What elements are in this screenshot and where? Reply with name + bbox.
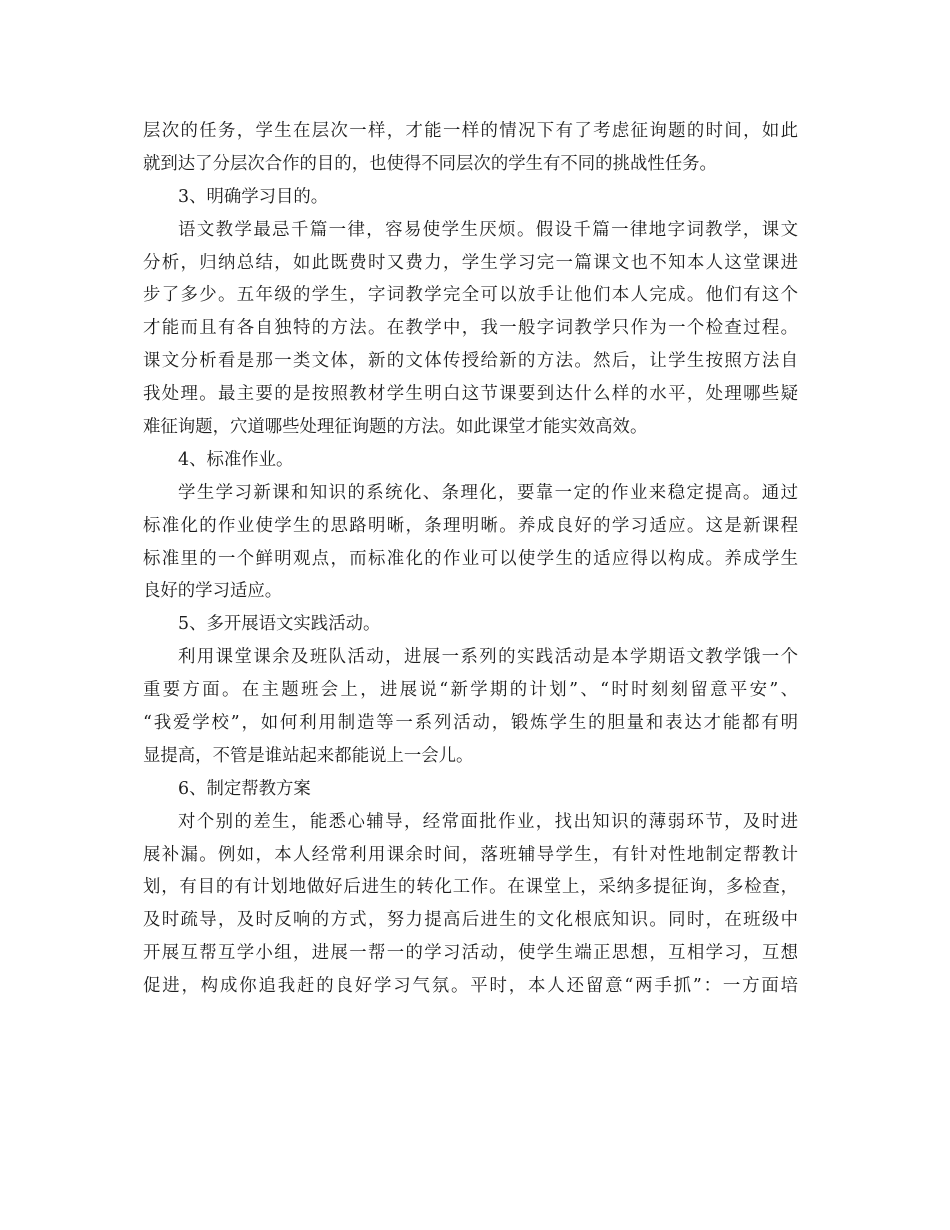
text-line: 我处理。最主要的是按照教材学生明白这节课要到达什么样的水平，处理哪些疑 <box>143 384 798 405</box>
text-line: 标准里的一个鲜明观点，而标准化的作业可以使学生的适应得以构成。养成学生 <box>143 548 798 569</box>
text-line: 及时疏导，及时反响的方式，努力提高后进生的文化根底知识。同时，在班级中 <box>143 910 798 931</box>
body-text <box>143 115 798 1003</box>
text-line: 开展互帮互学小组，进展一帮一的学习活动，使学生端正思想，互相学习，互想 <box>143 943 798 964</box>
text-line: 划，有目的有计划地做好后进生的转化工作。在课堂上，采纳多提征询，多检查， <box>143 877 798 898</box>
text-line: 语文教学最忌千篇一律，容易使学生厌烦。假设千篇一律地字词教学，课文 <box>178 219 798 240</box>
text-line: 分析，归纳总结，如此既费时又费力，学生学习完一篇课文也不知本人这堂课进 <box>143 252 798 273</box>
text-line: 显提高，不管是谁站起来都能说上一会儿。 <box>143 745 474 766</box>
text-line: 展补漏。例如，本人经常利用课余时间，落班辅导学生，有针对性地制定帮教计 <box>143 844 798 865</box>
text-line: 对个别的差生，能悉心辅导，经常面批作业，找出知识的薄弱环节，及时进 <box>178 811 798 832</box>
text-line: 4、标准作业。 <box>178 449 294 470</box>
text-line: 标准化的作业使学生的思路明晰，条理明晰。养成良好的学习适应。这是新课程 <box>143 515 798 536</box>
text-line: 重要方面。在主题班会上，进展说“新学期的计划”、“时时刻刻留意平安”、 <box>143 680 798 701</box>
text-line: 促进，构成你追我赶的良好学习气氛。平时，本人还留意“两手抓”：一方面培 <box>143 976 798 997</box>
text-line: 才能而且有各自独特的方法。在教学中，我一般字词教学只作为一个检查过程。 <box>143 318 798 339</box>
text-line: 学生学习新课和知识的系统化、条理化，要靠一定的作业来稳定提高。通过 <box>178 482 798 503</box>
text-line: 良好的学习适应。 <box>143 581 283 602</box>
text-line: 5、多开展语文实践活动。 <box>178 614 381 635</box>
text-line: 难征询题，穴道哪些处理征询题的方法。如此课堂才能实效高效。 <box>143 417 648 438</box>
text-line: 层次的任务，学生在层次一样，才能一样的情况下有了考虑征询题的时间，如此 <box>143 121 798 141</box>
text-line: 课文分析看是那一类文体，新的文体传授给新的方法。然后，让学生按照方法自 <box>143 351 798 372</box>
text-line: 6、制定帮教方案 <box>178 778 311 799</box>
text-line: “我爱学校”，如何利用制造等一系列活动，锻炼学生的胆量和表达才能都有明 <box>143 713 798 734</box>
text-line: 3、明确学习目的。 <box>178 186 329 207</box>
text-line: 就到达了分层次合作的目的，也使得不同层次的学生有不同的挑战性任务。 <box>143 153 717 174</box>
text-line: 步了多少。五年级的学生，字词教学完全可以放手让他们本人完成。他们有这个 <box>143 285 798 306</box>
text-line: 利用课堂课余及班队活动，进展一系列的实践活动是本学期语文教学饿一个 <box>178 647 798 668</box>
